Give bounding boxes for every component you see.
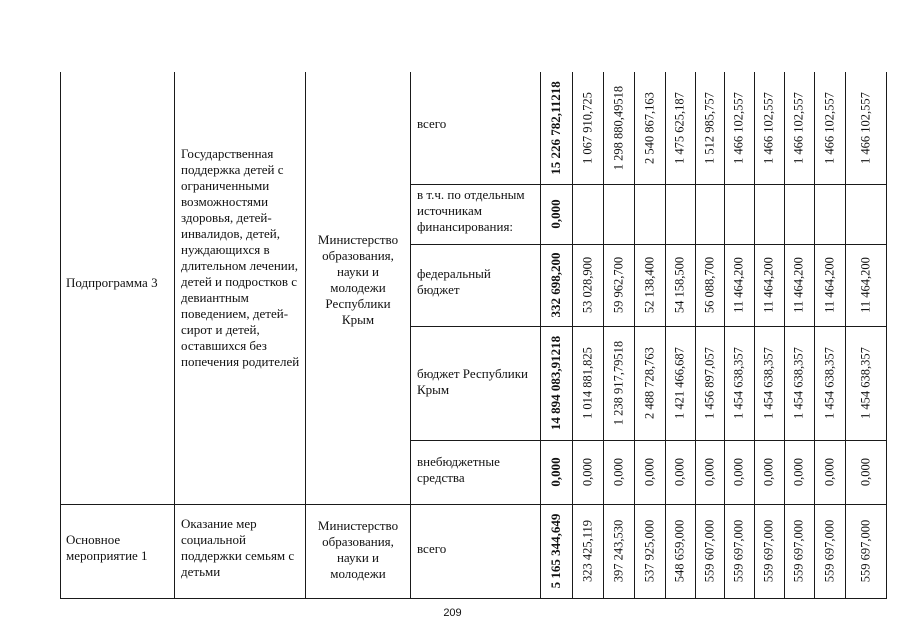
value-cell	[634, 72, 665, 184]
year-value: 1 238 917,79518	[611, 340, 625, 426]
value-cell	[603, 244, 634, 326]
value-cell	[665, 72, 695, 184]
row-total-source: всего	[417, 116, 447, 131]
value-cell	[695, 326, 724, 440]
year-value: 0,000	[611, 457, 625, 487]
year-value: 1 466 102,557	[761, 92, 776, 164]
value-cell	[754, 504, 784, 598]
value-cell	[784, 504, 814, 598]
value-cell	[572, 504, 603, 598]
value-cell	[695, 440, 724, 504]
year-value: 1 454 638,357	[791, 347, 806, 419]
value-cell	[784, 244, 814, 326]
value-cell	[754, 184, 784, 244]
year-value: 53 028,900	[580, 256, 594, 314]
value-cell	[754, 326, 784, 440]
value-cell	[845, 326, 886, 440]
year-value: 11 464,200	[731, 257, 746, 313]
total-value: 0,000	[548, 457, 563, 487]
year-value: 323 425,119	[580, 519, 594, 583]
year-value: 0,000	[642, 457, 656, 487]
year-value: 52 138,400	[642, 256, 656, 314]
year-value: 559 697,000	[761, 519, 776, 583]
value-cell	[814, 244, 845, 326]
year-value: 54 158,500	[672, 256, 687, 314]
year-value: 2 488 728,763	[642, 347, 656, 419]
activity-name: Оказание мер социальной поддержки семьям с детьми	[181, 516, 295, 579]
value-cell	[814, 504, 845, 598]
year-value: 537 925,000	[642, 519, 656, 583]
year-value: 1 454 638,357	[822, 347, 836, 419]
value-cell	[784, 326, 814, 440]
value-cell	[845, 244, 886, 326]
year-value: 1 421 466,687	[672, 347, 687, 419]
year-value: 11 464,200	[858, 257, 872, 313]
value-cell	[603, 440, 634, 504]
year-value: 1 466 102,557	[731, 92, 746, 164]
value-cell	[540, 184, 572, 244]
value-cell	[814, 184, 845, 244]
year-value: 397 243,530	[611, 519, 625, 583]
year-value: 559 697,000	[731, 519, 746, 583]
activity-label: Основное мероприятие 1	[66, 532, 148, 563]
value-cell	[540, 72, 572, 184]
value-cell	[845, 184, 886, 244]
value-cell	[665, 504, 695, 598]
year-value: 0,000	[858, 457, 872, 487]
value-cell	[695, 504, 724, 598]
year-value: 2 540 867,163	[642, 92, 656, 164]
value-cell	[603, 504, 634, 598]
year-value: 0,000	[731, 457, 746, 487]
year-value: 1 475 625,187	[672, 92, 687, 164]
value-cell	[754, 244, 784, 326]
value-cell	[784, 184, 814, 244]
value-cell	[814, 72, 845, 184]
value-cell	[665, 440, 695, 504]
value-cell	[814, 440, 845, 504]
year-value: 1 014 881,825	[580, 347, 594, 419]
value-cell	[695, 72, 724, 184]
value-cell	[572, 326, 603, 440]
year-value: 1 454 638,357	[731, 347, 746, 419]
value-cell	[754, 72, 784, 184]
value-cell	[695, 184, 724, 244]
value-cell	[724, 440, 754, 504]
value-cell	[665, 244, 695, 326]
year-value: 548 659,000	[672, 519, 687, 583]
year-value: 1 454 638,357	[761, 347, 776, 419]
year-value: 1 067 910,725	[580, 92, 594, 164]
subprogram-name: Государственная поддержка детей с ограниченными возможностями здоровья, детей-инвалидов, детей, нуждающихся в длительном лечении, детей и подростков с девиантным поведением, детей-сирот и детей, оставшихся без попечения родителей	[181, 146, 300, 369]
value-cell	[540, 326, 572, 440]
value-cell	[724, 184, 754, 244]
year-value: 1 512 985,757	[702, 92, 716, 164]
value-cell	[845, 440, 886, 504]
year-value: 0,000	[702, 457, 716, 487]
value-cell	[784, 440, 814, 504]
value-cell	[572, 184, 603, 244]
year-value: 11 464,200	[761, 257, 776, 313]
total-value: 14 894 083,91218	[548, 335, 563, 431]
value-cell	[845, 72, 886, 184]
value-cell	[634, 440, 665, 504]
total-value: 332 698,200	[548, 252, 563, 318]
year-value: 559 697,000	[791, 519, 806, 583]
year-value: 11 464,200	[791, 257, 806, 313]
year-value: 0,000	[761, 457, 776, 487]
page-number: 209	[443, 607, 462, 619]
year-value: 1 466 102,557	[791, 92, 806, 164]
value-cell	[724, 504, 754, 598]
value-cell	[724, 326, 754, 440]
total-value: 5 165 344,649	[548, 513, 563, 589]
year-value: 1 454 638,357	[858, 347, 872, 419]
subprogram-executor: Министерство образования, науки и молодежи Республики Крым	[317, 232, 399, 327]
value-cell	[572, 440, 603, 504]
year-value: 59 962,700	[611, 256, 625, 314]
value-cell	[754, 440, 784, 504]
year-value: 559 607,000	[702, 519, 716, 583]
activity-row-total-source: всего	[417, 541, 447, 556]
year-value: 0,000	[822, 457, 836, 487]
value-cell	[572, 244, 603, 326]
value-cell	[784, 72, 814, 184]
year-value: 11 464,200	[822, 257, 836, 313]
value-cell	[695, 244, 724, 326]
value-cell	[603, 184, 634, 244]
value-cell	[540, 244, 572, 326]
value-cell	[634, 244, 665, 326]
year-value: 0,000	[672, 457, 687, 487]
value-cell	[845, 504, 886, 598]
value-cell	[540, 504, 572, 598]
value-cell	[540, 440, 572, 504]
value-cell	[603, 326, 634, 440]
subprogram-label: Подпрограмма 3	[66, 275, 158, 290]
value-cell	[634, 504, 665, 598]
row-extrabudget-source: внебюджетные средства	[417, 454, 500, 485]
value-cell	[572, 72, 603, 184]
year-value: 559 697,000	[822, 519, 836, 583]
total-value: 0,000	[548, 199, 563, 229]
year-value: 0,000	[580, 457, 594, 487]
value-cell	[724, 72, 754, 184]
row-crimea-source: бюджет Республики Крым	[417, 366, 529, 397]
total-value: 15 226 782,11218	[548, 81, 563, 175]
year-value: 1 456 897,057	[702, 347, 716, 419]
activity-executor: Министерство образования, науки и молодежи	[317, 518, 399, 581]
value-cell	[634, 326, 665, 440]
year-value: 1 298 880,49518	[611, 85, 625, 171]
year-value: 559 697,000	[858, 519, 872, 583]
year-value: 1 466 102,557	[822, 92, 836, 164]
value-cell	[665, 326, 695, 440]
year-value: 0,000	[791, 457, 806, 487]
row-split-source: в т.ч. по отдельным источникам финансирования:	[417, 187, 525, 234]
year-value: 56 088,700	[702, 256, 716, 314]
value-cell	[603, 72, 634, 184]
year-value: 1 466 102,557	[858, 92, 872, 164]
value-cell	[724, 244, 754, 326]
value-cell	[634, 184, 665, 244]
row-federal-source: федеральный бюджет	[417, 266, 491, 297]
value-cell	[814, 326, 845, 440]
value-cell	[665, 184, 695, 244]
